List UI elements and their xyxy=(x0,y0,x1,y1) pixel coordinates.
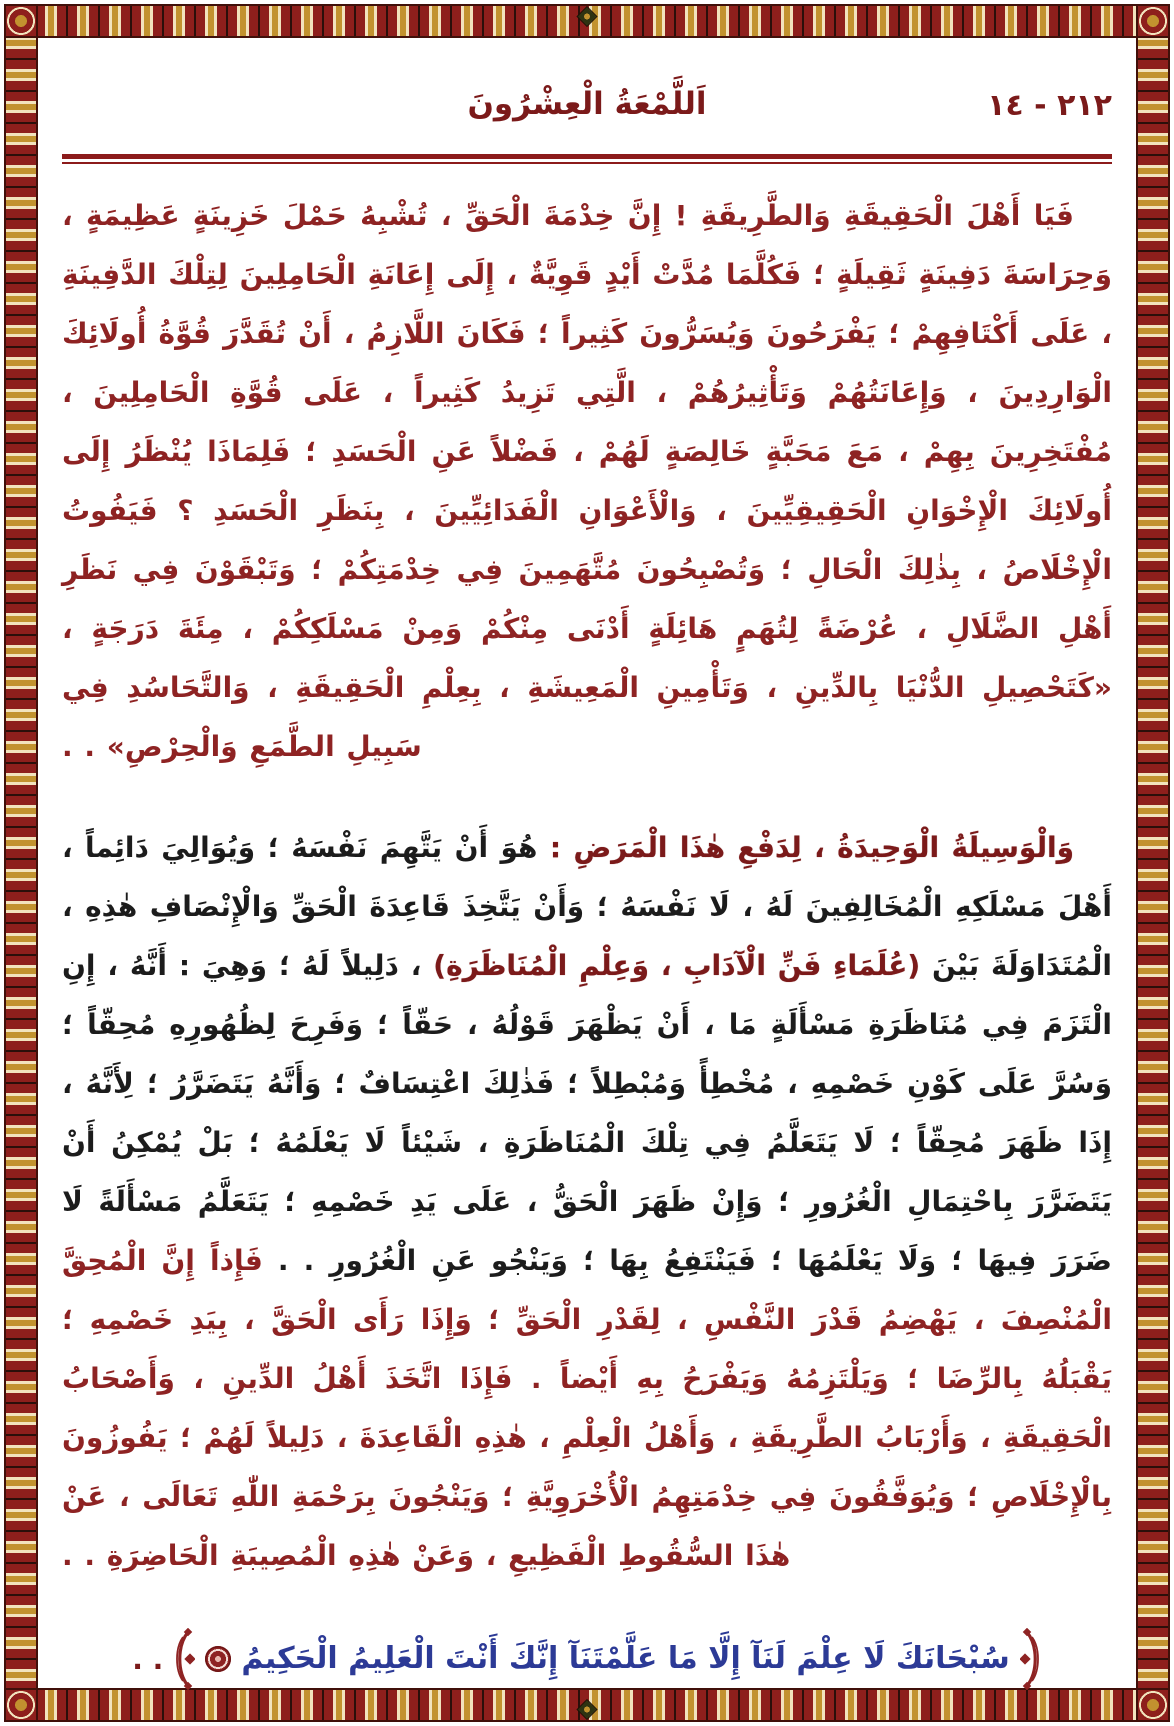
ornate-bracket-close-icon xyxy=(173,1628,195,1690)
text-segment: فَيَا أَهْلَ الْحَقِيقَةِ وَالطَّرِيقَةِ ! إِنَّ خِدْمَةَ الْحَقِّ ، تُشْبِهُ حَمْلَ خَزِينَةٍ عَظِيمَةٍ ، وَحِرَاسَةَ دَفِينَةٍ ثَقِيلَةٍ ؛ فَكُلَّمَا مُدَّتْ أَيْدٍ قَوِيَّةٌ ، إِلَى إِعَانَةِ الْحَامِلِينَ لِتِلْكَ الدَّفِينَةِ ، عَلَى أَكْتَافِهِمْ ؛ يَفْرَحُونَ وَيُسَرُّونَ كَثِيراً ؛ فَكَانَ اللَّازِمُ ، أَنْ تُقَدَّرَ قُوَّةُ أُولَائِكَ الْوَارِدِينَ ، وَإِعَانَتُهُمْ وَتَأْثِيرُهُمْ ، الَّتِي تَزِيدُ كَثِيراً ، عَلَى قُوَّةِ الْحَامِلِينَ ، مُفْتَخِرِينَ بِهِمْ ، مَعَ مَحَبَّةٍ خَالِصَةٍ لَهُمْ ، فَضْلاً عَنِ الْحَسَدِ ؛ فَلِمَاذَا يُنْظَرُ إِلَى أُولَائِكَ الْإِخْوَانِ الْحَقِيقِيِّينَ ، وَالْأَعْوَانِ الْفَدَائِيِّينَ ، بِنَظَرِ الْحَسَدِ ؟ فَيَفُوتُ الْإِخْلَاصُ ، بِذٰلِكَ الْحَالِ ؛ وَتُصْبِحُونَ مُتَّهَمِينَ فِي خِدْمَتِكُمْ ؛ وَتَبْقَوْنَ فِي نَظَرِ أَهْلِ الضَّلَالِ ، عُرْضَةً لِتُهَمٍ هَائِلَةٍ أَدْنَى مِنْكُمْ وَمِنْ مَسْلَكِكُمْ ، مِئَةَ دَرَجَةٍ ، «كَتَحْصِيلِ الدُّنْيَا بِالدِّينِ ، وَتَأْمِينِ الْمَعِيشَةِ ، بِعِلْمِ الْحَقِيقَةِ ، وَالتَّحَاسُدِ فِي سَبِيلِ الطَّمَعِ وَالْحِرْصِ» . . xyxy=(62,199,1112,763)
paragraph-only-remedy xyxy=(62,818,1112,1585)
verse-trailing-dots: . . xyxy=(132,1642,164,1676)
border-edge-top xyxy=(4,4,1170,38)
border-edge-right xyxy=(1136,4,1170,1722)
page-header xyxy=(62,86,1112,142)
text-segment: هُوَ أَنْ يَتَّهِمَ نَفْسَهُ ؛ وَيُوَالِيَ دَائِماً ، أَهْلَ مَسْلَكِهِ الْمُخَالِفِينَ لَهُ ، لَا نَفْسَهُ ؛ وَأَنْ يَتَّخِذَ قَاعِدَةَ الْحَقِّ وَالْإِنْصَافِ هٰذِهِ ، الْمُتَدَاوَلَةَ بَيْنَ xyxy=(62,831,1112,982)
text-segment: (عُلَمَاءِ فَنِّ الْآدَابِ ، وَعِلْمِ الْمُنَاظَرَةِ) xyxy=(433,949,921,982)
verse-text: سُبْحَانَكَ لَا عِلْمَ لَنَآ إِلَّا مَا عَلَّمْتَنَآ إِنَّكَ أَنْتَ الْعَلِيمُ الْحَكِيمُ xyxy=(241,1641,1010,1676)
rosette-ornament-icon xyxy=(205,1646,231,1672)
border-corner-medallion xyxy=(1136,4,1170,38)
page-content xyxy=(62,86,1112,1691)
text-segment: ، دَلِيلاً لَهُ ؛ وَهِيَ : أَنَّهُ ، إِنِ الْتَزَمَ فِي مُنَاظَرَةِ مَسْأَلَةٍ مَا ، أَنْ يَظْهَرَ قَوْلُهُ ، حَقّاً ؛ وَفَرِحَ لِظُهُورِهِ مُحِقّاً ؛ وَسُرَّ عَلَى كَوْنِ خَصْمِهِ ، مُخْطِأً وَمُبْطِلاً ؛ فَذٰلِكَ اعْتِسَافٌ ؛ وَأَنَّهُ يَتَضَرَّرُ ؛ لِأَنَّهُ ، إِذَا ظَهَرَ مُحِقّاً ؛ لَا يَتَعَلَّمُ فِي تِلْكَ الْمُنَاظَرَةِ ، شَيْئاً لَا يَعْلَمُهُ ؛ بَلْ يُمْكِنُ أَنْ يَتَضَرَّرَ بِاحْتِمَالِ الْغُرُورِ ؛ وَإِنْ ظَهَرَ الْحَقُّ ، عَلَى يَدِ خَصْمِهِ ؛ يَتَعَلَّمُ مَسْأَلَةً لَا ضَرَرَ فِيهَا ؛ وَلَا يَعْلَمُهَا ؛ فَيَنْتَفِعُ بِهَا ؛ وَيَنْجُو عَنِ الْغُرُورِ . . xyxy=(62,949,1112,1277)
page-title: اَللَّمْعَةُ الْعِشْرُونَ xyxy=(467,86,707,122)
page-number: ٢١٢ - ١٤ xyxy=(987,88,1112,123)
paragraph-service-of-truth xyxy=(62,186,1112,776)
divider-thin-line xyxy=(62,162,1112,164)
body-text xyxy=(62,186,1112,1585)
border-edge-bottom xyxy=(4,1688,1170,1722)
text-segment: وَالْوَسِيلَةُ الْوَحِيدَةُ ، لِدَفْعِ هٰذَا الْمَرَضِ : xyxy=(537,831,1074,864)
border-corner-medallion xyxy=(1136,1688,1170,1722)
quran-verse-line xyxy=(62,1627,1112,1691)
text-segment: فَإِذاً إِنَّ الْمُحِقَّ الْمُنْصِفَ ، يَهْضِمُ قَدْرَ النَّفْسِ ، لِقَدْرِ الْحَقِّ ؛ وَإِذَا رَأَى الْحَقَّ ، بِيَدِ خَصْمِهِ ؛ يَقْبَلُهُ بِالرِّضَا ؛ وَيَلْتَزِمُهُ وَيَفْرَحُ بِهِ أَيْضاً . فَإِذَا اتَّخَذَ أَهْلُ الدِّينِ ، وَأَصْحَابُ الْحَقِيقَةِ ، وَأَرْبَابُ الطَّرِيقَةِ ، وَأَهْلُ الْعِلْمِ ، هٰذِهِ الْقَاعِدَةَ ، دَلِيلاً لَهُمْ ؛ يَفُوزُونَ بِالْإِخْلَاصِ ؛ وَيُوَفَّقُونَ فِي خِدْمَتِهِمُ الْأُخْرَوِيَّةِ ؛ وَيَنْجُونَ بِرَحْمَةِ اللّٰهِ تَعَالَى ، عَنْ هٰذَا السُّقُوطِ الْفَظِيعِ ، وَعَنْ هٰذِهِ الْمُصِيبَةِ الْحَاضِرَةِ . . xyxy=(62,1244,1112,1572)
border-corner-medallion xyxy=(4,4,38,38)
ornate-bracket-open-icon xyxy=(1020,1628,1042,1690)
border-edge-left xyxy=(4,4,38,1722)
border-center-diamond-icon xyxy=(576,1699,597,1720)
border-center-diamond-icon xyxy=(576,6,597,27)
divider-thick-line xyxy=(62,154,1112,159)
border-corner-medallion xyxy=(4,1688,38,1722)
header-divider xyxy=(62,154,1112,164)
